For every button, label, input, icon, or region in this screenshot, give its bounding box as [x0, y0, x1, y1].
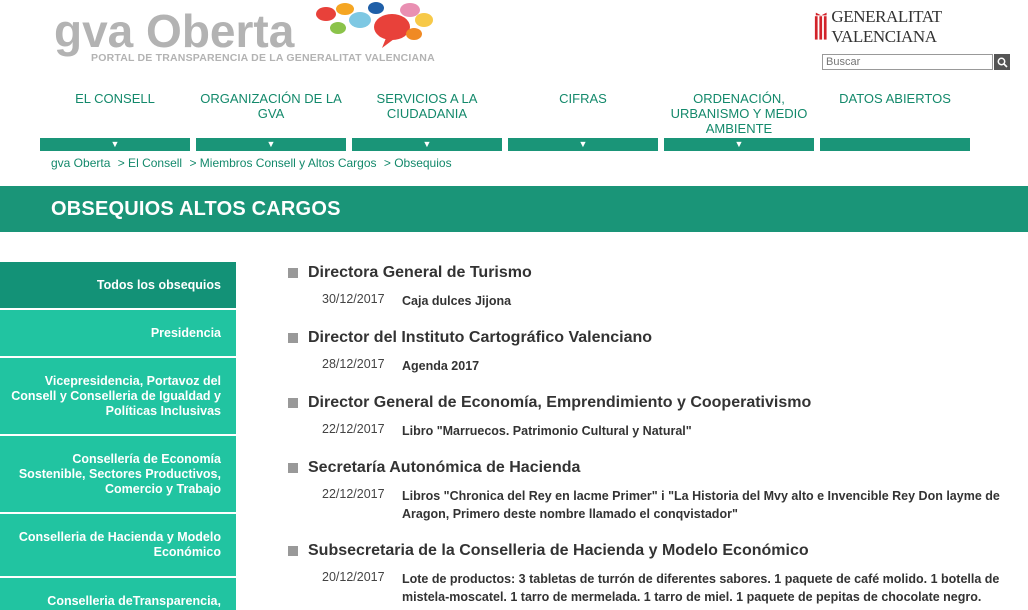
main-nav: [40, 90, 980, 152]
bullet-square-icon: [288, 398, 298, 408]
bullet-square-icon: [288, 463, 298, 473]
site-logo-subtitle: PORTAL DE TRANSPARENCIA DE LA GENERALITAT VALENCIANA: [91, 52, 435, 64]
nav-item-label[interactable]: EL CONSELL: [75, 91, 155, 106]
entry-date: 28/12/2017: [322, 357, 385, 371]
sidebar-item-presidencia[interactable]: Presidencia: [0, 310, 236, 356]
nav-dropdown-bar[interactable]: [352, 138, 502, 151]
entry-title: Secretaría Autonómica de Hacienda: [308, 459, 581, 476]
nav-item-cifras[interactable]: [508, 90, 658, 152]
site-logo-title[interactable]: gva Oberta: [54, 5, 295, 57]
search-icon: [997, 57, 1008, 68]
nav-dropdown-bar[interactable]: [508, 138, 658, 151]
nav-item-label[interactable]: ORGANIZACIÓN DE LA GVA: [200, 91, 342, 121]
nav-item-datos-abiertos[interactable]: [820, 90, 970, 152]
sidebar-item-vicepresidencia[interactable]: Vicepresidencia, Portavoz del Consell y Conselleria de Igualdad y Políticas Inclusivas: [0, 358, 236, 434]
page-title: OBSEQUIOS ALTOS CARGOS: [51, 198, 341, 220]
search-box: [822, 54, 1010, 70]
breadcrumb-item-home[interactable]: gva Oberta: [51, 156, 111, 170]
generalitat-shield-icon: [814, 11, 828, 43]
entry-title: Directora General de Turismo: [308, 264, 532, 281]
nav-item-label[interactable]: ORDENACIÓN, URBANISMO Y MEDIO AMBIENTE: [670, 91, 808, 136]
nav-dropdown-bar[interactable]: [196, 138, 346, 151]
page-banner: [0, 186, 1028, 232]
generalitat-logo[interactable]: [814, 7, 1028, 46]
breadcrumb-item-el-consell[interactable]: > El Consell: [117, 156, 183, 170]
nav-dropdown-bar[interactable]: [40, 138, 190, 151]
sidebar-item-todos[interactable]: Todos los obsequios: [0, 262, 236, 308]
sidebar-item-economia[interactable]: Consellería de Economía Sostenible, Sectores Productivos, Comercio y Trabajo: [0, 436, 236, 512]
entry-date: 20/12/2017: [322, 570, 385, 584]
nav-item-organizacion[interactable]: [196, 90, 346, 152]
nav-item-servicios[interactable]: [352, 90, 502, 152]
breadcrumb-item-miembros[interactable]: > Miembros Consell y Altos Cargos: [189, 156, 377, 170]
breadcrumb: [51, 156, 456, 170]
site-header: [0, 0, 1028, 80]
nav-item-label[interactable]: SERVICIOS A LA CIUDADANIA: [376, 91, 478, 121]
entry-title: Director del Instituto Cartográfico Valenciano: [308, 329, 653, 346]
chevron-down-icon: ▼: [734, 139, 744, 149]
entry-description: Lote de productos: 3 tabletas de turrón de diferentes sabores. 1 paquete de café molido. 1 botella de mistela-moscatel. 1 tarro de mermelada. 1 tarro de miel. 1 paquete de pepitas de chocolate negro.: [402, 572, 1000, 604]
chevron-down-icon: ▼: [578, 139, 588, 149]
chevron-down-icon: ▼: [110, 139, 120, 149]
nav-item-label[interactable]: CIFRAS: [559, 91, 607, 106]
search-button[interactable]: [994, 54, 1010, 70]
bullet-square-icon: [288, 546, 298, 556]
nav-item-ordenacion[interactable]: [664, 90, 814, 152]
entry-date: 22/12/2017: [322, 422, 385, 436]
entry-date: 30/12/2017: [322, 292, 385, 306]
entry-title: Subsecretaria de la Conselleria de Hacienda y Modelo Económico: [308, 542, 809, 559]
breadcrumb-item-obsequios[interactable]: > Obsequios: [383, 156, 452, 170]
entry-description: Agenda 2017: [402, 359, 480, 373]
entry-description: Libros "Chronica del Rey en lacme Primer" i "La Historia del Mvy alto e Invencible Rey Don layme de Aragon, Primero deste nombre llamado el conqvistador": [402, 489, 1000, 521]
entry-description: Caja dulces Jijona: [402, 294, 512, 308]
chevron-down-icon: ▼: [266, 139, 276, 149]
entry-date: 22/12/2017: [322, 487, 385, 501]
nav-item-label[interactable]: DATOS ABIERTOS: [839, 91, 951, 106]
search-input[interactable]: [822, 54, 993, 70]
speech-bubbles-logo-icon: [312, 0, 438, 52]
nav-dropdown-bar[interactable]: [664, 138, 814, 151]
chevron-down-icon: ▼: [422, 139, 432, 149]
nav-bar[interactable]: [820, 138, 970, 151]
nav-item-el-consell[interactable]: [40, 90, 190, 152]
generalitat-logo-text: GENERALITAT VALENCIANA: [831, 7, 942, 46]
bullet-square-icon: [288, 333, 298, 343]
entry-title: Director General de Economía, Emprendimiento y Cooperativismo: [308, 394, 812, 411]
entry-description: Libro "Marruecos. Patrimonio Cultural y Natural": [402, 424, 692, 438]
bullet-square-icon: [288, 268, 298, 278]
sidebar-item-transparencia[interactable]: Conselleria deTransparencia,: [0, 578, 236, 610]
sidebar-item-hacienda[interactable]: Conselleria de Hacienda y Modelo Económico: [0, 514, 236, 576]
